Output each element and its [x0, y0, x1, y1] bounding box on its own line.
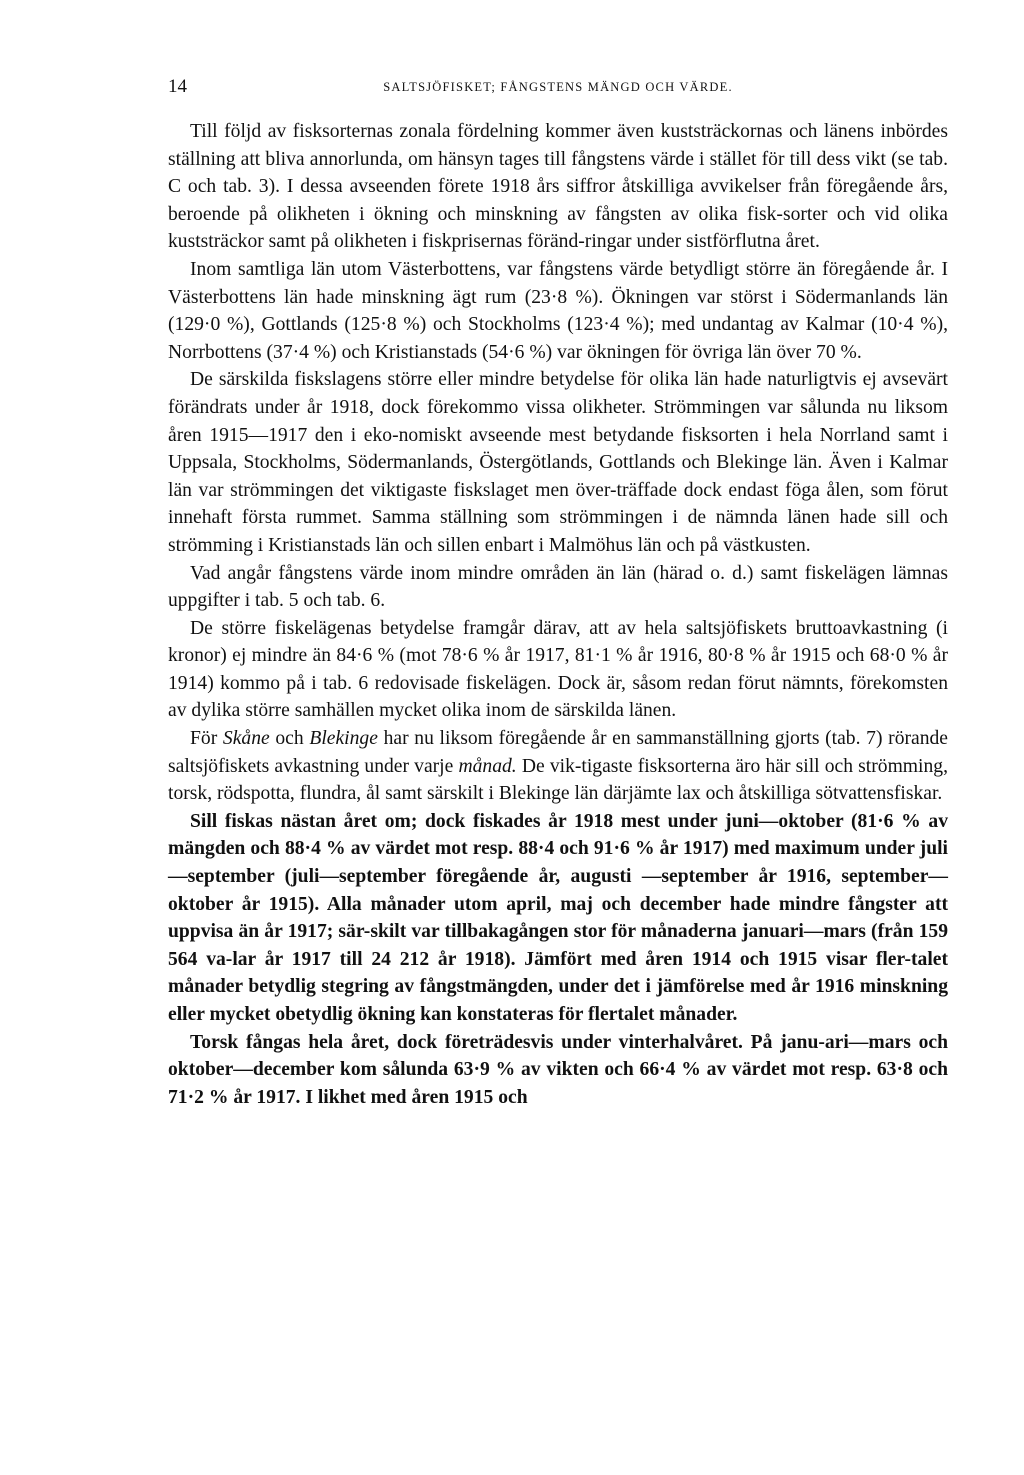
paragraph-mindre-omraden: Vad angår fångstens värde inom mindre områden än län (härad o. d.) samt fiskelägen lämnas uppgifter i tab. 5 och tab. 6. [168, 562, 948, 612]
emphasis-blekinge: Blekinge [309, 728, 378, 750]
body-text [168, 118, 948, 1111]
paragraph-fiskslagens-betydelse: De särskilda fiskslagens större eller mindre betydelse för olika län hade naturligtvis ej avsevärt förändrats under år 1918, dock förekommo vissa olikheter. Strömmingen var sålunda nu liksom åren 1915—1917 den i eko-nomiskt avseende mest betydande fisksorten i hela Norrland samt i Uppsala, Stockholms, Södermanlands, Östergötlands, Gottlands och Blekinge län. Även i Kalmar län var strömmingen det viktigaste fiskslaget men över-träffade dock endast föga ålen, som förut innehaft första rummet. Samma ställning som strömmingen i de nämnda länen hade sill och strömming i Kristianstads län och sillen enbart i Malmöhus län och på västkusten. [168, 369, 948, 556]
emphasis-manad: månad. [458, 755, 517, 777]
emphasis-skane: Skåne [222, 728, 270, 750]
text-run: De vik-tigaste fisksorterna äro här sill och strömming, torsk, rödspotta, flundra, ål samt särskilt i Blekinge län därjämte lax och åtskilliga sötvattensfiskar. [168, 755, 948, 805]
document-page [168, 76, 948, 1111]
paragraph-torsk: Torsk fångas hela året, dock företrädesvis under vinterhalvåret. På janu-ari—mars och oktober—december kom sålunda 63·9 % av vikten och 66·4 % av värdet mot resp. 63·8 och 71·2 % år 1917. I likhet med åren 1915 och [168, 1031, 948, 1108]
text-run: För [190, 728, 223, 750]
page-header [168, 76, 948, 104]
text-run: har nu liksom föregående år en sammanställning gjorts (tab. 7) rörande saltsjöfiskets avkastning under varje [168, 728, 948, 777]
paragraph-sill: Sill fiskas nästan året om; dock fiskades år 1918 mest under juni—oktober (81·6 % av mängden och 88·4 % av värdet mot resp. 88·4 och 91·6 % år 1917) med maximum under juli—september (juli—september föregående år, augusti —september år 1916, september—oktober år 1915). Alla månader utom april, maj och december hade mindre fångster att uppvisa än år 1917; sär-skilt var tillbakagången stor för månaderna januari—mars (från 159 564 va-lar år 1917 till 24 212 år 1918). Jämfört med åren 1914 och 1915 visar fler-talet månader betydlig stegring av fångstmängden, under det i jämförelse med år 1916 minskning eller mycket obetydlig ökning kan konstateras för flertalet månader. [168, 810, 948, 1025]
paragraph-fiskelagen: De större fiskelägenas betydelse framgår därav, att av hela saltsjöfiskets bruttoavkastning (i kronor) ej mindre än 84·6 % (mot 78·6 % år 1917, 81·1 % år 1916, 80·8 % år 1915 och 68·0 % år 1914) kommo på i tab. 6 redovisade fiskelägen. Dock är, såsom redan förut nämnts, förekomsten av dylika större samhällen mycket olika inom de särskilda länen. [168, 617, 948, 722]
paragraph-fordelning: Till följd av fisksorternas zonala fördelning kommer även kuststräckornas och länens inbördes ställning att bliva annorlunda, om hänsyn tages till fångstens värde i stället för till dess vikt (se tab. C och tab. 3). I dessa avseenden förete 1918 års siffror åtskilliga avvikelser från föregående års, beroende på olikheten i ökning och minskning av fångsten av olika fisk-sorter och vid olika kuststräckor samt på olikheten i fiskprisernas föränd-ringar under sistförflutna året. [168, 121, 948, 253]
text-run: och [269, 728, 310, 750]
page-number: 14 [168, 76, 187, 97]
running-title: SALTSJÖFISKET; FÅNGSTENS MÄNGD OCH VÄRDE. [383, 80, 733, 94]
paragraph-skane-blekinge [168, 725, 948, 808]
paragraph-lan-varde: Inom samtliga län utom Västerbottens, var fångstens värde betydligt större än föregående år. I Västerbottens län hade minskning ägt rum (23·8 %). Ökningen var störst i Södermanlands län (129·0 %), Gottlands (125·8 %) och Stockholms (123·4 %); med undantag av Kalmar (10·4 %), Norrbottens (37·4 %) och Kristianstads (54·6 %) var ökningen för övriga län över 70 %. [168, 258, 948, 363]
